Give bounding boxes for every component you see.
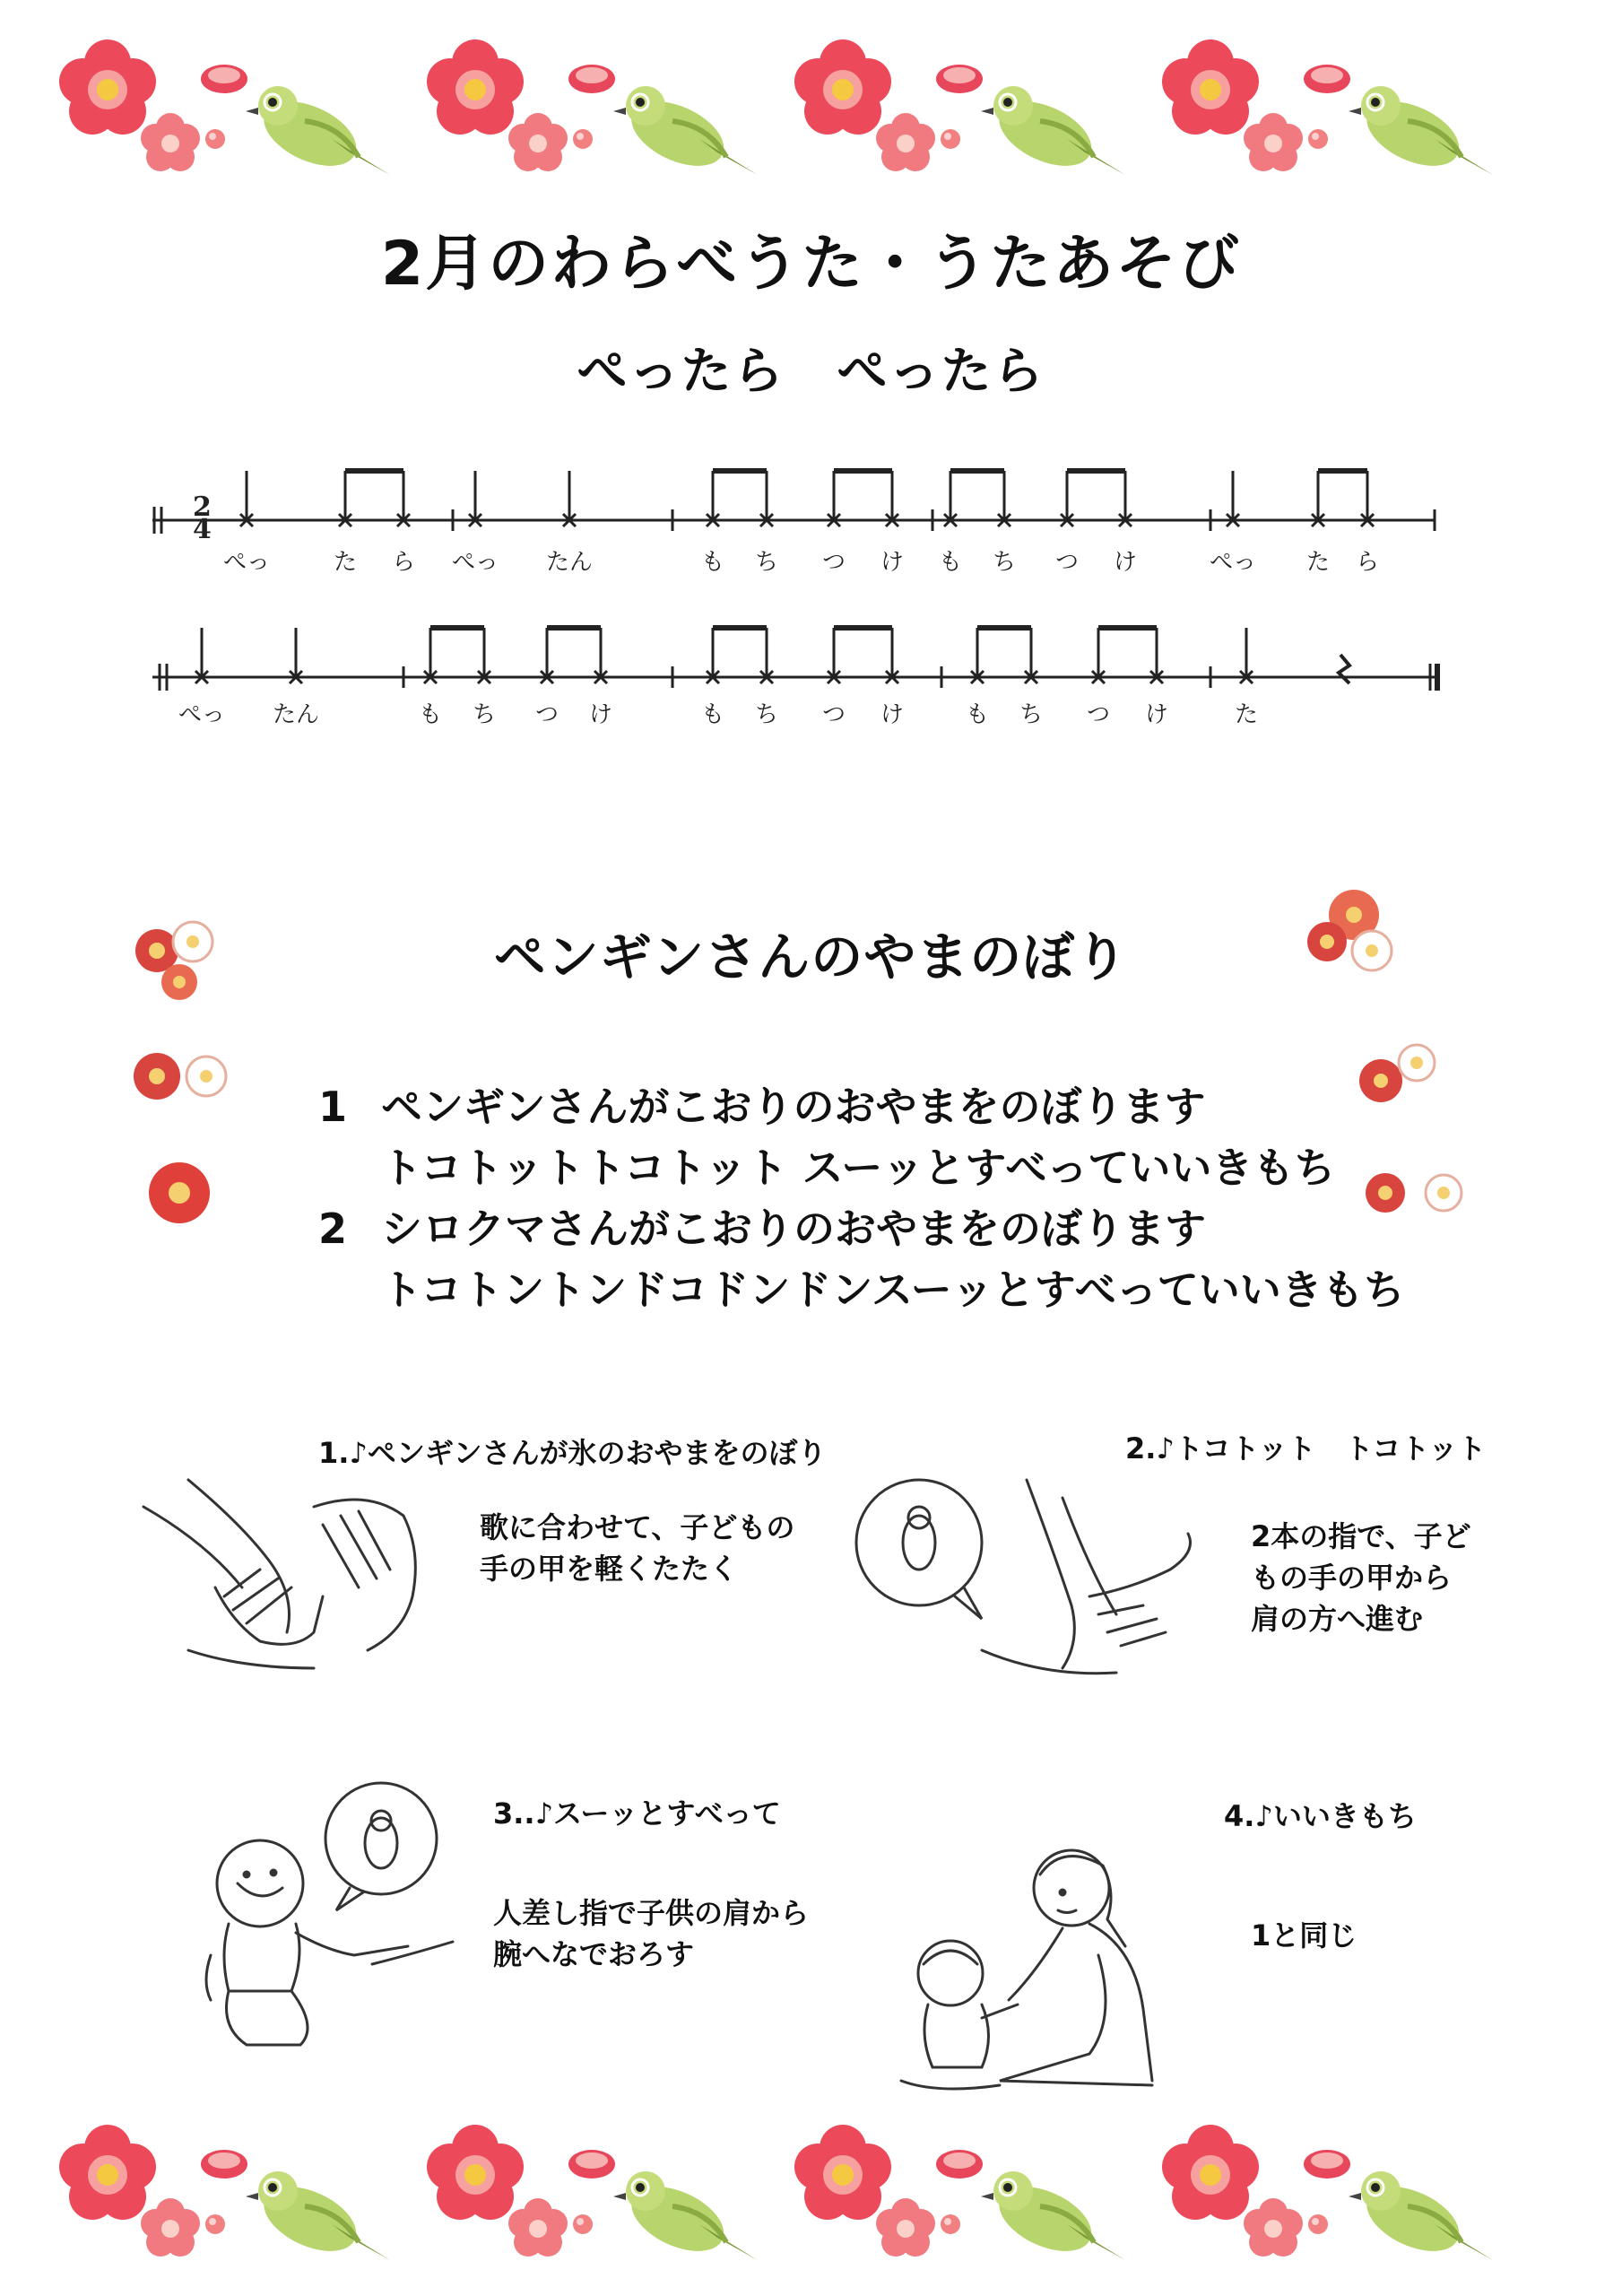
syllable: け — [588, 701, 613, 728]
syllable: け — [1113, 549, 1138, 576]
step-4-illustration — [883, 1839, 1188, 2108]
time-sig-bottom: 4 — [193, 514, 212, 545]
syllable: も — [965, 701, 990, 728]
syllable: も — [700, 549, 725, 576]
verse-number: 2 — [318, 1205, 348, 1253]
note — [886, 628, 898, 683]
note — [1361, 471, 1374, 526]
syllable: つ — [1054, 549, 1080, 576]
rhythm-score — [143, 422, 1453, 744]
verse-number: 1 — [318, 1083, 348, 1131]
syllable: たん — [545, 549, 594, 576]
syllable: たん — [272, 701, 320, 728]
note — [1240, 628, 1253, 683]
note — [195, 628, 208, 683]
note — [707, 628, 719, 683]
note — [1227, 471, 1239, 526]
syllable: た — [1305, 549, 1331, 576]
note — [828, 471, 840, 526]
syllable: ぺっ — [451, 549, 499, 576]
note — [290, 628, 302, 683]
note — [424, 628, 437, 683]
syllable: ら — [391, 549, 416, 576]
note — [1312, 471, 1324, 526]
verse-2-line-1: 2 シロクマさんがこおりのおやまをのぼります — [318, 1198, 1394, 1259]
syllable: ち — [472, 701, 497, 728]
step-3-label: 3..♪スーッとすべって — [493, 1796, 781, 1831]
syllable: け — [880, 701, 905, 728]
step-2-description: 2本の指で、子ど もの手の甲から 肩の方へ進む — [1251, 1519, 1471, 1636]
syllable: も — [418, 701, 443, 728]
note — [1092, 628, 1105, 683]
note — [707, 471, 719, 526]
note — [594, 628, 607, 683]
song1-title: ぺったら ぺったら — [577, 343, 1045, 401]
step-2-label: 2.♪トコトット トコトット — [1125, 1431, 1487, 1465]
verse-1-line-1: 1 ペンギンさんがこおりのおやまをのぼります — [318, 1076, 1394, 1137]
syllable: つ — [821, 549, 846, 576]
note — [760, 628, 773, 683]
syllable: ち — [992, 549, 1017, 576]
syllable: ぺっ — [222, 549, 271, 576]
page-title: 2月のわらべうた・うたあそび — [380, 229, 1242, 300]
note — [339, 471, 351, 526]
step-4-description: 1と同じ — [1251, 1918, 1357, 1952]
step-4-label: 4.♪いいきもち — [1224, 1799, 1417, 1833]
note — [541, 628, 553, 683]
note — [469, 471, 481, 526]
song2-title: ペンギンさんのやまのぼり — [493, 926, 1129, 987]
syllable: た — [1234, 701, 1259, 728]
syllable: も — [700, 701, 725, 728]
song2-lyrics — [318, 1076, 1405, 1320]
note — [1025, 628, 1037, 683]
bottom-border-decoration — [0, 2103, 1622, 2283]
note — [1119, 471, 1132, 526]
note — [397, 471, 410, 526]
note — [478, 628, 490, 683]
note — [944, 471, 957, 526]
note — [998, 471, 1010, 526]
note — [971, 628, 984, 683]
syllable: ち — [754, 701, 779, 728]
syllable: ち — [1019, 701, 1044, 728]
step-3-illustration — [193, 1776, 462, 2063]
step-2-illustration — [847, 1462, 1224, 1686]
top-border-decoration — [0, 18, 1622, 197]
syllable: つ — [1086, 701, 1111, 728]
verse-2-line-2: トコトントンドコドンドンスーッとすべっていいきもち — [381, 1265, 1405, 1314]
step-1-description: 歌に合わせて、子どもの 手の甲を軽くたたく — [480, 1510, 795, 1586]
note — [1150, 628, 1163, 683]
syllable: け — [880, 549, 905, 576]
syllable: つ — [821, 701, 846, 728]
syllable: た — [333, 549, 358, 576]
rest-symbol — [1339, 655, 1349, 683]
step-1-illustration — [134, 1453, 448, 1686]
verse-1-line-2: トコトットトコトット スーッとすべっていいきもち — [381, 1144, 1336, 1192]
note — [563, 471, 576, 526]
syllable: ぺっ — [1209, 549, 1257, 576]
syllable: ぺっ — [178, 701, 226, 728]
syllable: ち — [754, 549, 779, 576]
time-sig-top: 2 — [193, 491, 212, 523]
note — [760, 471, 773, 526]
note — [886, 471, 898, 526]
note — [828, 628, 840, 683]
syllable: も — [938, 549, 963, 576]
step-1-label: 1.♪ペンギンさんが氷のおやまをのぼり — [318, 1436, 827, 1470]
step-3-description: 人差し指で子供の肩から 腕へなでおろす — [493, 1896, 810, 1971]
syllable: ら — [1355, 549, 1380, 576]
syllable: つ — [534, 701, 559, 728]
note — [240, 471, 253, 526]
syllable: け — [1144, 701, 1169, 728]
note — [1061, 471, 1073, 526]
